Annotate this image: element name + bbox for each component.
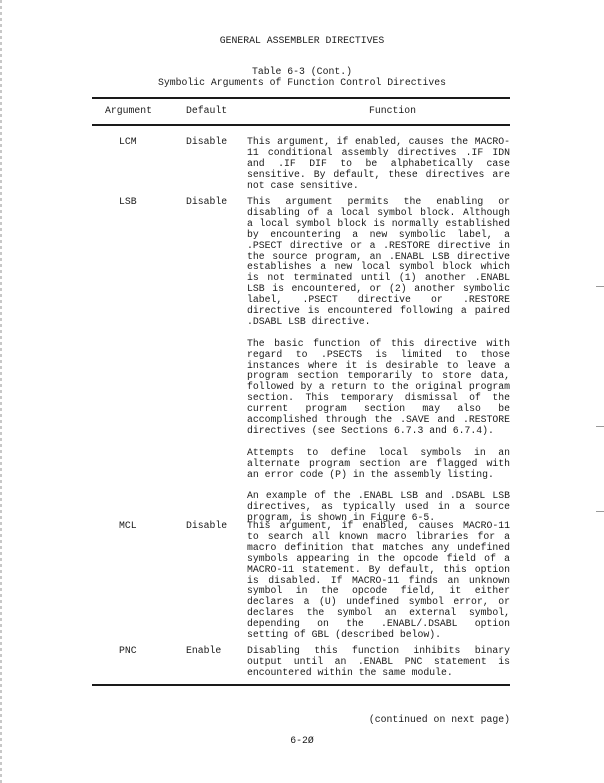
margin-tick xyxy=(596,511,604,512)
table-top-rule xyxy=(92,97,510,99)
row-function xyxy=(247,137,510,192)
table-bottom-rule xyxy=(92,684,510,686)
function-paragraph: Disabling this function inhibits binary output until an .ENABL PNC statement is encountered within the same module. xyxy=(247,645,510,678)
row-argument: LSB xyxy=(119,196,137,207)
row-argument: MCL xyxy=(119,520,137,531)
table-title: Symbolic Arguments of Function Control Directives xyxy=(157,77,447,88)
row-default: Disable xyxy=(186,136,228,147)
page-header-title: GENERAL ASSEMBLER DIRECTIVES xyxy=(219,35,385,46)
page-number: 6-2Ø xyxy=(290,735,314,746)
row-default: Disable xyxy=(186,196,228,207)
function-paragraph: This argument permits the enabling or disabling of a local symbol block. Although a local symbol block is normally established by encountering a new symbolic label, a .PSECT directive or a .RESTORE directive in the source program, an .ENABL LSB directive establishes a new local symbol block which is not terminated until (1) another .ENABL LSB is encountered, or (2) another symbolic label, .PSECT directive or .RESTORE directive is encountered following a paired .DSABL LSB directive. xyxy=(247,196,510,327)
column-header-function: Function xyxy=(369,105,417,116)
function-paragraph: This argument, if enabled, causes the MACRO-11 conditional assembly directives .IF IDN and .IF DIF to be alphabetically case sensitive. By default, these directives are not case sensitive. xyxy=(247,136,510,191)
row-argument: LCM xyxy=(119,136,137,147)
function-paragraph: This argument, if enabled, causes MACRO-11 to search all known macro libraries for a macro definition that matches any undefined symbols appearing in the opcode field of a MACRO-11 statement. By default, this option is disabled. If MACRO-11 finds an unknown symbol in the opcode field, it either declares a (U) undefined symbol error, or declares the symbol an external symbol, depending on the .ENABL/.DSABL option setting of GBL (described below). xyxy=(247,520,510,641)
function-paragraph: An example of the .ENABL LSB and .DSABL LSB directives, as typically used in a source program, is shown in Figure 6-5. xyxy=(247,490,510,524)
margin-tick xyxy=(596,426,604,427)
table-number: Table 6-3 (Cont.) xyxy=(252,66,352,77)
page-edge-scan-artifact xyxy=(0,0,2,783)
function-paragraph: Attempts to define local symbols in an alternate program section are flagged with an error code (P) in the assembly listing. xyxy=(247,446,510,480)
row-default: Enable xyxy=(186,645,222,656)
table-caption xyxy=(0,66,604,88)
continued-note: (continued on next page) xyxy=(368,714,510,725)
table-header-rule xyxy=(92,124,510,126)
row-function xyxy=(247,646,510,679)
row-argument: PNC xyxy=(119,645,137,656)
row-default: Disable xyxy=(186,520,228,531)
column-header-argument: Argument xyxy=(105,105,153,116)
row-function xyxy=(247,521,510,641)
function-paragraph: The basic function of this directive with regard to .PSECTS is limited to those instances where it is desirable to leave a program section temporarily to store data, followed by a return to the original program section. This temporary dismissal of the current program section may also be accomplished through the .SAVE and .RESTORE directives (see Sections 6.7.3 and 6.7.4). xyxy=(247,337,510,437)
column-header-default: Default xyxy=(186,105,228,116)
row-function xyxy=(247,197,510,524)
margin-tick xyxy=(596,286,604,287)
